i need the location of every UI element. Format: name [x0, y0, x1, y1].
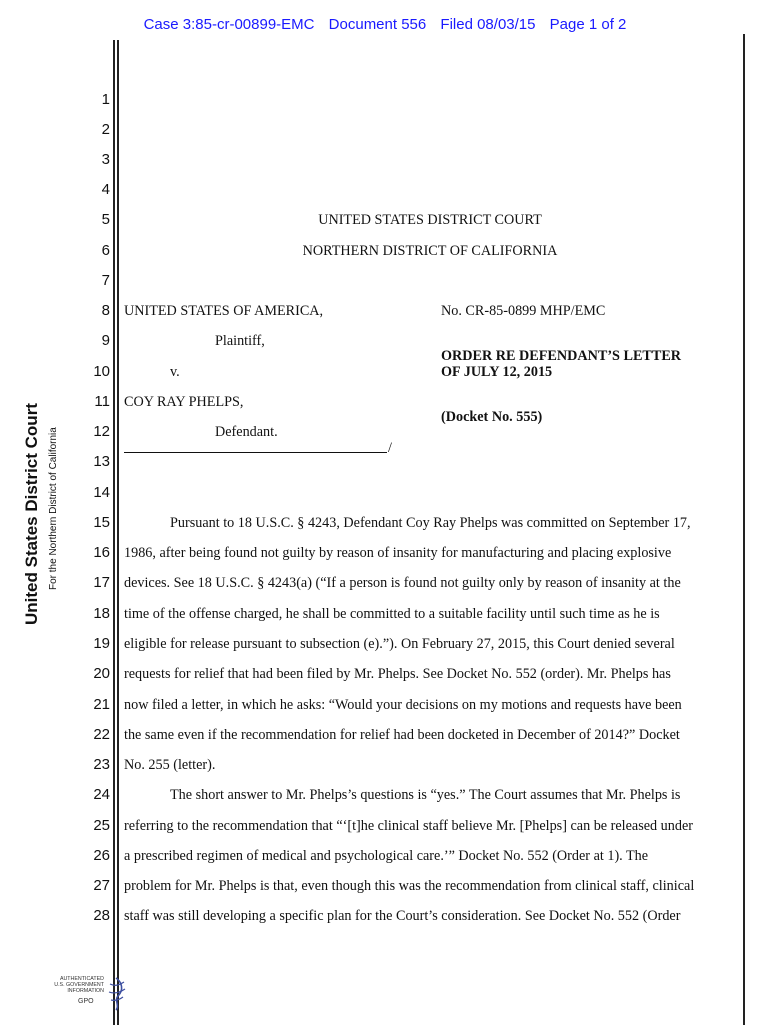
line-number: 17 — [93, 574, 110, 591]
filed-date-header: Filed 08/03/15 — [440, 16, 536, 33]
line-number: 8 — [101, 302, 110, 319]
page-indicator: Page 1 of 2 — [549, 16, 627, 33]
plaintiff-name: UNITED STATES OF AMERICA, — [124, 303, 324, 319]
body-line: No. 255 (letter). — [124, 757, 216, 773]
line-number: 14 — [93, 484, 110, 501]
line-number: 27 — [93, 877, 110, 894]
order-title-line-2: OF JULY 12, 2015 — [441, 364, 553, 380]
caption-underline — [124, 452, 387, 453]
seal-label: GPO — [78, 998, 94, 1005]
right-margin-rule — [743, 34, 745, 1025]
court-title: UNITED STATES DISTRICT COURT — [318, 212, 542, 228]
defendant-name: COY RAY PHELPS, — [124, 394, 244, 410]
case-number-header: Case 3:85-cr-00899-EMC — [143, 16, 315, 33]
court-district: NORTHERN DISTRICT OF CALIFORNIA — [302, 243, 558, 259]
plaintiff-role: Plaintiff, — [215, 333, 265, 349]
line-number: 11 — [94, 393, 110, 410]
line-number: 10 — [93, 363, 110, 380]
line-number: 21 — [93, 696, 110, 713]
body-line: now filed a letter, in which he asks: “Would your decisions on my motions and requests have been — [124, 697, 682, 713]
body-line: requests for relief that had been filed by Mr. Phelps. See Docket No. 552 (order). Mr. Phelps has — [124, 666, 671, 682]
line-number: 28 — [93, 907, 110, 924]
body-line: problem for Mr. Phelps is that, even though this was the recommendation from clinical staff, clinical — [124, 878, 695, 894]
line-number: 15 — [93, 514, 110, 531]
caption-slash: / — [388, 440, 392, 456]
body-line: time of the offense charged, he shall be committed to a suitable facility until such time as he is — [124, 606, 660, 622]
line-number: 3 — [101, 151, 110, 168]
body-line: a prescribed regimen of medical and psychological care.’” Docket No. 552 (Order at 1). The — [124, 848, 649, 864]
defendant-role: Defendant. — [215, 424, 278, 440]
docket-reference: (Docket No. 555) — [441, 409, 543, 425]
case-header — [0, 16, 770, 33]
gpo-authentication-seal — [40, 976, 130, 1012]
line-number: 26 — [93, 847, 110, 864]
line-number: 13 — [93, 453, 110, 470]
left-margin-rule-1 — [113, 40, 115, 1025]
body-line: 1986, after being found not guilty by reason of insanity for manufacturing and placing explosive — [124, 545, 672, 561]
body-line: referring to the recommendation that “‘[t]he clinical staff believe Mr. [Phelps] can be released under — [124, 818, 693, 834]
line-number: 23 — [93, 756, 110, 773]
left-margin-rule-2 — [117, 40, 119, 1025]
body-line: eligible for release pursuant to subsection (e).”). On February 27, 2015, this Court denied several — [124, 636, 675, 652]
order-title-line-1: ORDER RE DEFENDANT’S LETTER — [441, 348, 682, 364]
line-number: 20 — [93, 665, 110, 682]
seal-line-3: INFORMATION — [67, 988, 104, 994]
document-number-header: Document 556 — [328, 16, 427, 33]
line-number: 5 — [101, 211, 110, 228]
line-number: 25 — [93, 817, 110, 834]
line-number: 1 — [101, 91, 110, 108]
body-line: staff was still developing a specific plan for the Court’s consideration. See Docket No. 552 (Order — [124, 908, 681, 924]
eagle-icon — [106, 976, 128, 1012]
versus-label: v. — [170, 364, 180, 380]
line-number: 4 — [101, 181, 110, 198]
line-number: 9 — [101, 332, 110, 349]
body-line: devices. See 18 U.S.C. § 4243(a) (“If a person is found not guilty only by reason of insanity at the — [124, 575, 681, 591]
line-number: 19 — [93, 635, 110, 652]
line-number: 22 — [93, 726, 110, 743]
line-number: 2 — [101, 121, 110, 138]
seal-line-2: U.S. GOVERNMENT — [54, 982, 104, 988]
line-number: 24 — [93, 786, 110, 803]
sidebar-court-name: United States District Court — [22, 403, 41, 625]
line-number: 16 — [93, 544, 110, 561]
seal-text — [40, 976, 104, 994]
body-line: Pursuant to 18 U.S.C. § 4243, Defendant Coy Ray Phelps was committed on September 17, — [170, 515, 691, 531]
seal-line-1: AUTHENTICATED — [59, 976, 104, 982]
case-number: No. CR-85-0899 MHP/EMC — [441, 303, 606, 319]
body-line: the same even if the recommendation for relief had been docketed in December of 2014?” Docket — [124, 727, 680, 743]
line-number: 12 — [93, 423, 110, 440]
line-number: 6 — [101, 242, 110, 259]
body-line: The short answer to Mr. Phelps’s questions is “yes.” The Court assumes that Mr. Phelps is — [170, 787, 681, 803]
sidebar-district-name: For the Northern District of California — [48, 427, 59, 590]
line-number: 18 — [93, 605, 110, 622]
line-number: 7 — [101, 272, 110, 289]
